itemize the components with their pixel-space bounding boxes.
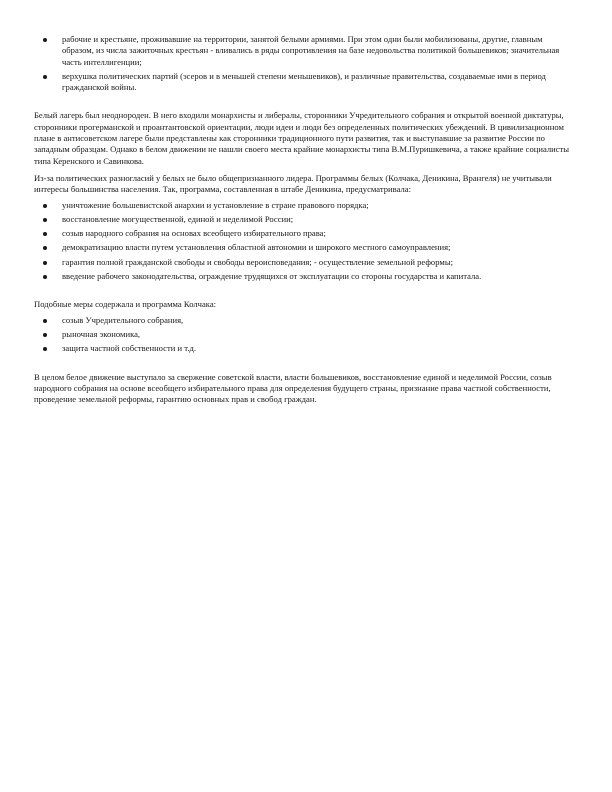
bullet-icon <box>43 75 47 79</box>
paragraph-conclusion: В целом белое движение выступало за свержение советской власти, власти большевиков, восстановление единой и неделимой России, созыв народного собрания на основе всеобщего избирательного права для определения будущего страны, признание права частной собственности, проведение земельной реформы, гарантию основных прав и свобод граждан. <box>34 371 552 405</box>
bullet-icon <box>43 261 47 265</box>
bullet-icon <box>43 218 47 222</box>
list-item <box>34 228 572 239</box>
bullet-icon <box>43 275 47 279</box>
bullet-icon <box>43 38 47 42</box>
bullet-icon <box>43 246 47 250</box>
list-item-text: гарантия полной гражданской свободы и свободы вероисповедания; - осуществление земельной реформы; <box>62 256 453 267</box>
list-item <box>34 343 572 354</box>
paragraph-programs: Из-за политических разногласий у белых не было общепризнанного лидера. Программы белых (Колчака, Деникина, Врангеля) не учитывали интересы большинства населения. Так, программа, составленная в штабе Деникина, предусматривала: <box>34 172 552 195</box>
list-item <box>34 214 572 225</box>
list-item-text: демократизацию власти путем установления областной автономии и широкого местного самоуправления; <box>62 242 451 253</box>
spacer <box>34 285 572 299</box>
list-item <box>34 329 572 340</box>
bullet-icon <box>43 319 47 323</box>
list-item-text: уничтожение большевистской анархии и установление в стране правового порядка; <box>62 199 369 210</box>
spacer <box>34 358 572 372</box>
paragraph-kolchak: Подобные меры содержала и программа Колчака: <box>34 299 217 310</box>
list-item-text: защита частной собственности и т.д. <box>62 343 197 354</box>
list-item-text: рабочие и крестьяне, проживавшие на территории, занятой белыми армиями. При этом одни были мобилизованы, другие, главным образом, из числа зажиточных крестьян - вливались в ряды сопротивления на базе недовольства политикой большевиков; значительная часть интеллигенции; <box>62 34 560 67</box>
list-item <box>34 200 572 211</box>
list-item-text: введение рабочего законодательства, ограждение трудящихся от эксплуатации со стороны государства и капитала. <box>62 271 482 282</box>
intro-bullet-list <box>34 34 572 93</box>
bullet-icon <box>43 204 47 208</box>
list-item <box>34 71 572 94</box>
list-item-text: рыночная экономика, <box>62 328 141 339</box>
list-item-text: восстановление могущественной, единой и неделимой России; <box>62 213 294 224</box>
spacer <box>34 96 572 110</box>
kolchak-bullet-list <box>34 315 572 355</box>
paragraph-white-camp: Белый лагерь был неоднороден. В него входили монархисты и либералы, сторонники Учредительного собрания и открытой военной диктатуры, сторонники прогерманской и проантантовской ориентации, люди идеи и люди без определенных политических убеждений. В цивилизационном плане в антисоветском лагере были представлены как сторонники традиционного пути развития, так и выступавшие за развитие России по западным образцам. Однако в белом движении не нашли своего места крайние монархисты типа В.М.Пуришкевича, а также крайние социалисты типа Керенского и Савинкова. <box>34 110 570 166</box>
list-item-text: верхушка политических партий (эсеров и в меньшей степени меньшевиков), и различные правительства, создаваемые ими в период гражданской войны. <box>62 70 546 93</box>
list-item <box>34 242 572 253</box>
list-item-text: созыв народного собрания на основах всеобщего избирательного права; <box>62 228 326 239</box>
list-item <box>34 315 572 326</box>
bullet-icon <box>43 232 47 236</box>
list-item <box>34 271 572 282</box>
list-item-text: созыв Учредительного собрания, <box>62 314 184 325</box>
bullet-icon <box>43 333 47 337</box>
denikin-bullet-list <box>34 200 572 283</box>
bullet-icon <box>43 347 47 351</box>
list-item <box>34 257 572 268</box>
list-item <box>34 34 572 68</box>
